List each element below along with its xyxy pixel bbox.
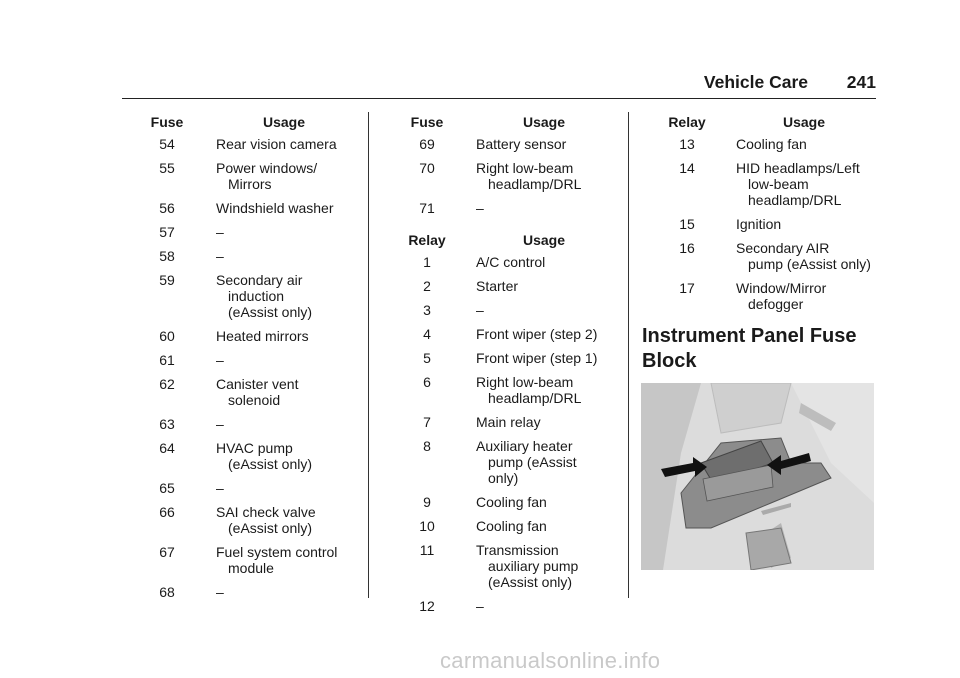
usage-line: headlamp/DRL	[488, 390, 582, 406]
table-header	[390, 114, 610, 136]
table-row	[130, 136, 350, 152]
row-usage	[204, 416, 350, 432]
row-usage	[724, 216, 876, 232]
usage-line: Right low-beam	[476, 374, 574, 390]
row-number: 58	[159, 248, 175, 264]
row-number: 12	[419, 598, 435, 614]
row-number: 63	[159, 416, 175, 432]
usage-line: induction	[228, 288, 285, 304]
usage-line: headlamp/DRL	[488, 176, 582, 192]
table-row	[130, 504, 350, 536]
page-header	[122, 66, 876, 99]
table-row	[390, 598, 610, 614]
row-usage	[204, 272, 350, 320]
page-number: 241	[846, 72, 876, 92]
table-row	[130, 200, 350, 216]
row-usage	[464, 160, 610, 192]
row-usage	[204, 136, 350, 152]
row-number: 57	[159, 224, 175, 240]
row-usage	[464, 254, 610, 270]
usage-line: solenoid	[228, 392, 281, 408]
row-number: 2	[423, 278, 431, 294]
row-number: 62	[159, 376, 175, 392]
fuse-table-column-2	[390, 114, 610, 622]
row-usage	[204, 224, 350, 240]
usage-line: HVAC pump	[216, 440, 293, 456]
row-usage	[204, 160, 350, 192]
row-number: 56	[159, 200, 175, 216]
usage-line: Mirrors	[228, 176, 272, 192]
usage-line: Secondary AIR	[736, 240, 830, 256]
usage-line: Power windows/	[216, 160, 318, 176]
row-number: 1	[423, 254, 431, 270]
row-number: 17	[679, 280, 695, 296]
row-number: 16	[679, 240, 695, 256]
row-number: 55	[159, 160, 175, 176]
row-usage	[204, 352, 350, 368]
row-number: 64	[159, 440, 175, 456]
table-row	[650, 216, 876, 232]
row-number: 60	[159, 328, 175, 344]
table-row	[130, 224, 350, 240]
instrument-panel-heading	[642, 324, 876, 374]
row-number: 68	[159, 584, 175, 600]
usage-line: HID headlamps/Left	[736, 160, 860, 176]
table-row	[390, 542, 610, 590]
usage-line: (eAssist only)	[488, 574, 573, 590]
table-row	[130, 544, 350, 576]
table-header	[130, 114, 350, 136]
row-usage	[464, 200, 610, 216]
row-number: 4	[423, 326, 431, 342]
row-usage	[464, 136, 610, 152]
usage-line: auxiliary pump	[488, 558, 579, 574]
row-usage	[204, 544, 350, 576]
table-row	[650, 240, 876, 272]
table-row	[390, 494, 610, 510]
table-row	[130, 160, 350, 192]
table-row	[390, 326, 610, 342]
usage-line: SAI check valve	[216, 504, 316, 520]
row-usage	[204, 504, 350, 536]
row-usage	[204, 440, 350, 472]
usage-line: Starter	[476, 278, 519, 294]
row-number: 14	[679, 160, 695, 176]
usage-line: Front wiper (step 2)	[476, 326, 598, 342]
row-usage	[204, 376, 350, 408]
row-usage	[204, 584, 350, 600]
table-row	[130, 328, 350, 344]
row-number: 71	[419, 200, 435, 216]
table-row	[390, 518, 610, 534]
table-row	[130, 440, 350, 472]
row-usage	[464, 350, 610, 366]
row-usage	[464, 278, 610, 294]
usage-line: (eAssist only)	[228, 456, 313, 472]
row-number: 9	[423, 494, 431, 510]
header-relay: Relay	[668, 114, 706, 130]
row-usage	[464, 542, 610, 590]
table-row	[650, 136, 876, 152]
usage-line: Front wiper (step 1)	[476, 350, 598, 366]
usage-line: –	[216, 352, 224, 368]
usage-line: Cooling fan	[476, 518, 547, 534]
row-usage	[464, 374, 610, 406]
row-number: 13	[679, 136, 695, 152]
usage-line: –	[476, 598, 484, 614]
heading-line: Block	[642, 350, 697, 372]
relay-rows	[390, 254, 610, 614]
row-number: 66	[159, 504, 175, 520]
row-usage	[464, 302, 610, 318]
table-row	[650, 160, 876, 208]
usage-line: defogger	[748, 296, 804, 312]
usage-line: Windshield washer	[216, 200, 334, 216]
column-divider	[628, 112, 629, 598]
row-usage	[204, 200, 350, 216]
table-row	[390, 200, 610, 216]
usage-line: –	[216, 416, 224, 432]
fuse-block-location-illustration	[641, 383, 874, 570]
row-number: 8	[423, 438, 431, 454]
row-number: 11	[419, 542, 435, 558]
usage-line: (eAssist only)	[228, 304, 313, 320]
table-row	[130, 272, 350, 320]
row-number: 3	[423, 302, 431, 318]
usage-line: Cooling fan	[736, 136, 807, 152]
table-row	[130, 376, 350, 408]
table-row	[390, 374, 610, 406]
fuse-rows	[390, 136, 610, 216]
header-usage: Usage	[522, 114, 566, 130]
usage-line: pump (eAssist only)	[488, 454, 577, 486]
usage-line: Canister vent	[216, 376, 299, 392]
row-usage	[724, 280, 876, 312]
usage-line: Rear vision camera	[216, 136, 337, 152]
usage-line: Transmission	[476, 542, 559, 558]
header-fuse: Fuse	[410, 114, 444, 130]
row-usage	[204, 328, 350, 344]
usage-line: Auxiliary heater	[476, 438, 573, 454]
usage-line: Battery sensor	[476, 136, 567, 152]
row-usage	[464, 414, 610, 430]
table-row	[390, 350, 610, 366]
usage-line: –	[476, 200, 484, 216]
table-row	[390, 278, 610, 294]
usage-line: –	[216, 480, 224, 496]
table-row	[390, 160, 610, 192]
row-number: 15	[679, 216, 695, 232]
row-usage	[724, 160, 876, 208]
row-usage	[204, 248, 350, 264]
table-row	[650, 280, 876, 312]
fuse-rows	[130, 136, 350, 600]
header-usage: Usage	[522, 232, 566, 248]
row-number: 65	[159, 480, 175, 496]
row-usage	[464, 326, 610, 342]
usage-line: A/C control	[476, 254, 546, 270]
row-number: 54	[159, 136, 175, 152]
usage-line: Right low-beam	[476, 160, 574, 176]
usage-line: (eAssist only)	[228, 520, 313, 536]
watermark: carmanualsonline.info	[440, 648, 661, 673]
relay-table-header	[390, 232, 610, 254]
row-number: 59	[159, 272, 175, 288]
column-divider	[368, 112, 369, 598]
usage-line: Main relay	[476, 414, 541, 430]
row-number: 5	[423, 350, 431, 366]
usage-line: Cooling fan	[476, 494, 547, 510]
row-usage	[724, 136, 876, 152]
usage-line: –	[476, 302, 484, 318]
header-usage: Usage	[262, 114, 306, 130]
row-number: 6	[423, 374, 431, 390]
row-usage	[724, 240, 876, 272]
usage-line: Secondary air	[216, 272, 303, 288]
table-row	[390, 414, 610, 430]
row-usage	[464, 494, 610, 510]
usage-line: headlamp/DRL	[748, 192, 842, 208]
row-number: 10	[419, 518, 435, 534]
usage-line: Heated mirrors	[216, 328, 309, 344]
table-row	[130, 352, 350, 368]
usage-line: module	[228, 560, 274, 576]
table-row	[390, 254, 610, 270]
table-row	[130, 584, 350, 600]
row-usage	[204, 480, 350, 496]
usage-line: Window/Mirror	[736, 280, 827, 296]
heading-line: Instrument Panel Fuse	[642, 325, 857, 347]
table-row	[390, 302, 610, 318]
usage-line: pump (eAssist only)	[748, 256, 871, 272]
table-row	[390, 136, 610, 152]
usage-line: –	[216, 584, 224, 600]
table-row	[130, 248, 350, 264]
usage-line: Fuel system control	[216, 544, 338, 560]
row-number: 61	[159, 352, 175, 368]
row-usage	[464, 598, 610, 614]
usage-line: Ignition	[736, 216, 782, 232]
header-relay: Relay	[408, 232, 446, 248]
table-header	[650, 114, 876, 136]
header-usage: Usage	[782, 114, 826, 130]
header-fuse: Fuse	[150, 114, 184, 130]
row-usage	[464, 518, 610, 534]
fuse-table-column-1	[130, 114, 350, 608]
row-number: 7	[423, 414, 431, 430]
row-number: 70	[419, 160, 435, 176]
usage-line: –	[216, 248, 224, 264]
usage-line: –	[216, 224, 224, 240]
section-title: Vehicle Care	[703, 72, 808, 92]
table-row	[130, 416, 350, 432]
row-number: 67	[159, 544, 175, 560]
row-number: 69	[419, 136, 435, 152]
row-usage	[464, 438, 610, 486]
table-row	[130, 480, 350, 496]
relay-table-column-3	[642, 114, 876, 374]
relay-rows	[650, 136, 876, 312]
usage-line: low-beam	[748, 176, 809, 192]
table-row	[390, 438, 610, 486]
